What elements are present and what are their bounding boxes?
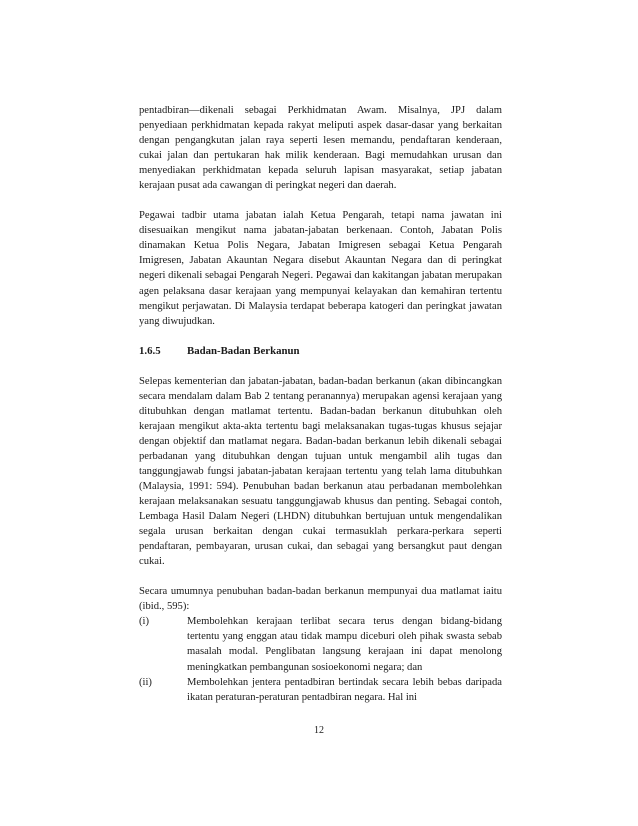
section-title: Badan-Badan Berkanun — [187, 344, 300, 357]
paragraph-2: Pegawai tadbir utama jabatan ialah Ketua Pengarah, tetapi nama jawatan ini disesuaikan mengikut nama jabatan-jabatan berkenaan. Contoh, Jabatan Polis dinamakan Ketua Polis Negara, Jabatan Imigresen sebagai Ketua Pengarah Imigresen, Jabatan Akauntan Negara disebut Akauntan Negara dan di peringkat negeri dikenali sebagai Pengarah Negeri. Pegawai dan kakitangan jabatan merupakan agen pelaksana dasar kerajaan yang mempunyai kelayakan dan kemahiran tertentu mengikut perjawatan. Di Malaysia terdapat beberapa katogeri dan peringkat jawatan yang diwujudkan. — [139, 210, 502, 327]
page-body — [139, 103, 502, 705]
paragraph-3: Selepas kementerian dan jabatan-jabatan, badan-badan berkanun (akan dibincangkan secara mendalam dalam Bab 2 tentang peranannya) merupakan agensi kerajaan yang ditubuhkan dengan matlamat tertentu. Badan-badan berkanun ditubuhkan oleh kerajaan mengikut akta-akta tertentu bagi melaksanakan tugas-tugas khusus sejajar dengan objektif dan matlamat negara. Badan-badan berkanun lebih dikenali sebagai perbadanan yang ditubuhkan dengan tujuan untuk mengambil alih tugas dan tanggungjawab fungsi jabatan-jabatan kerajaan tertentu yang telah lama ditubuhkan (Malaysia, 1991: 594). Penubuhan badan berkanun atau perbadanan membolehkan kerajaan melaksanakan sesuatu tanggungjawab khusus dan penting. Sebagai contoh, Lembaga Hasil Dalam Negeri (LHDN) ditubuhkan bertujuan untuk mengendalikan segala urusan berkaitan dengan cukai termasuklah perkara-perkara seperti pendaftaran, pembayaran, urusan cukai, dan sebagai yang bersangkut paut dengan cukai. — [139, 375, 502, 568]
section-number: 1.6.5 — [139, 344, 161, 357]
paragraph-1: pentadbiran—dikenali sebagai Perkhidmatan Awam. Misalnya, JPJ dalam penyediaan perkhidmatan kepada rakyat meliputi aspek dasar-dasar yang berkaitan dengan pengangkutan jalan raya seperti lesen memandu, pendaftaran kenderaan, cukai jalan dan pertukaran hak milik kenderaan. Bagi memudahkan urusan dan menyediakan perkhidmatan kepada seluruh lapisan masyarakat, setiap jabatan kerajaan pusat ada cawangan di peringkat negeri dan daerah. — [139, 105, 502, 192]
section-heading — [139, 344, 502, 359]
page-number: 12 — [314, 725, 324, 736]
list-text: Membolehkan kerajaan terlibat secara terus dengan bidang-bidang tertentu yang enggan atau tidak mampu diceburi oleh pihak swasta sebab masalah modal. Penglibatan langsung kerajaan ini dapat menolong meningkatkan pembangunan sosioekonomi negara; dan — [187, 616, 502, 673]
list-marker: (i) — [139, 616, 149, 628]
list-text: Membolehkan jentera pentadbiran bertindak secara lebih bebas daripada ikatan peraturan-peraturan pentadbiran negara. Hal ini — [187, 676, 502, 703]
list-item — [139, 675, 502, 705]
paragraph-4: Secara umumnya penubuhan badan-badan berkanun mempunyai dua matlamat iaitu (ibid., 595): — [139, 586, 502, 613]
list-item — [139, 614, 502, 674]
list-marker: (ii) — [139, 676, 152, 688]
